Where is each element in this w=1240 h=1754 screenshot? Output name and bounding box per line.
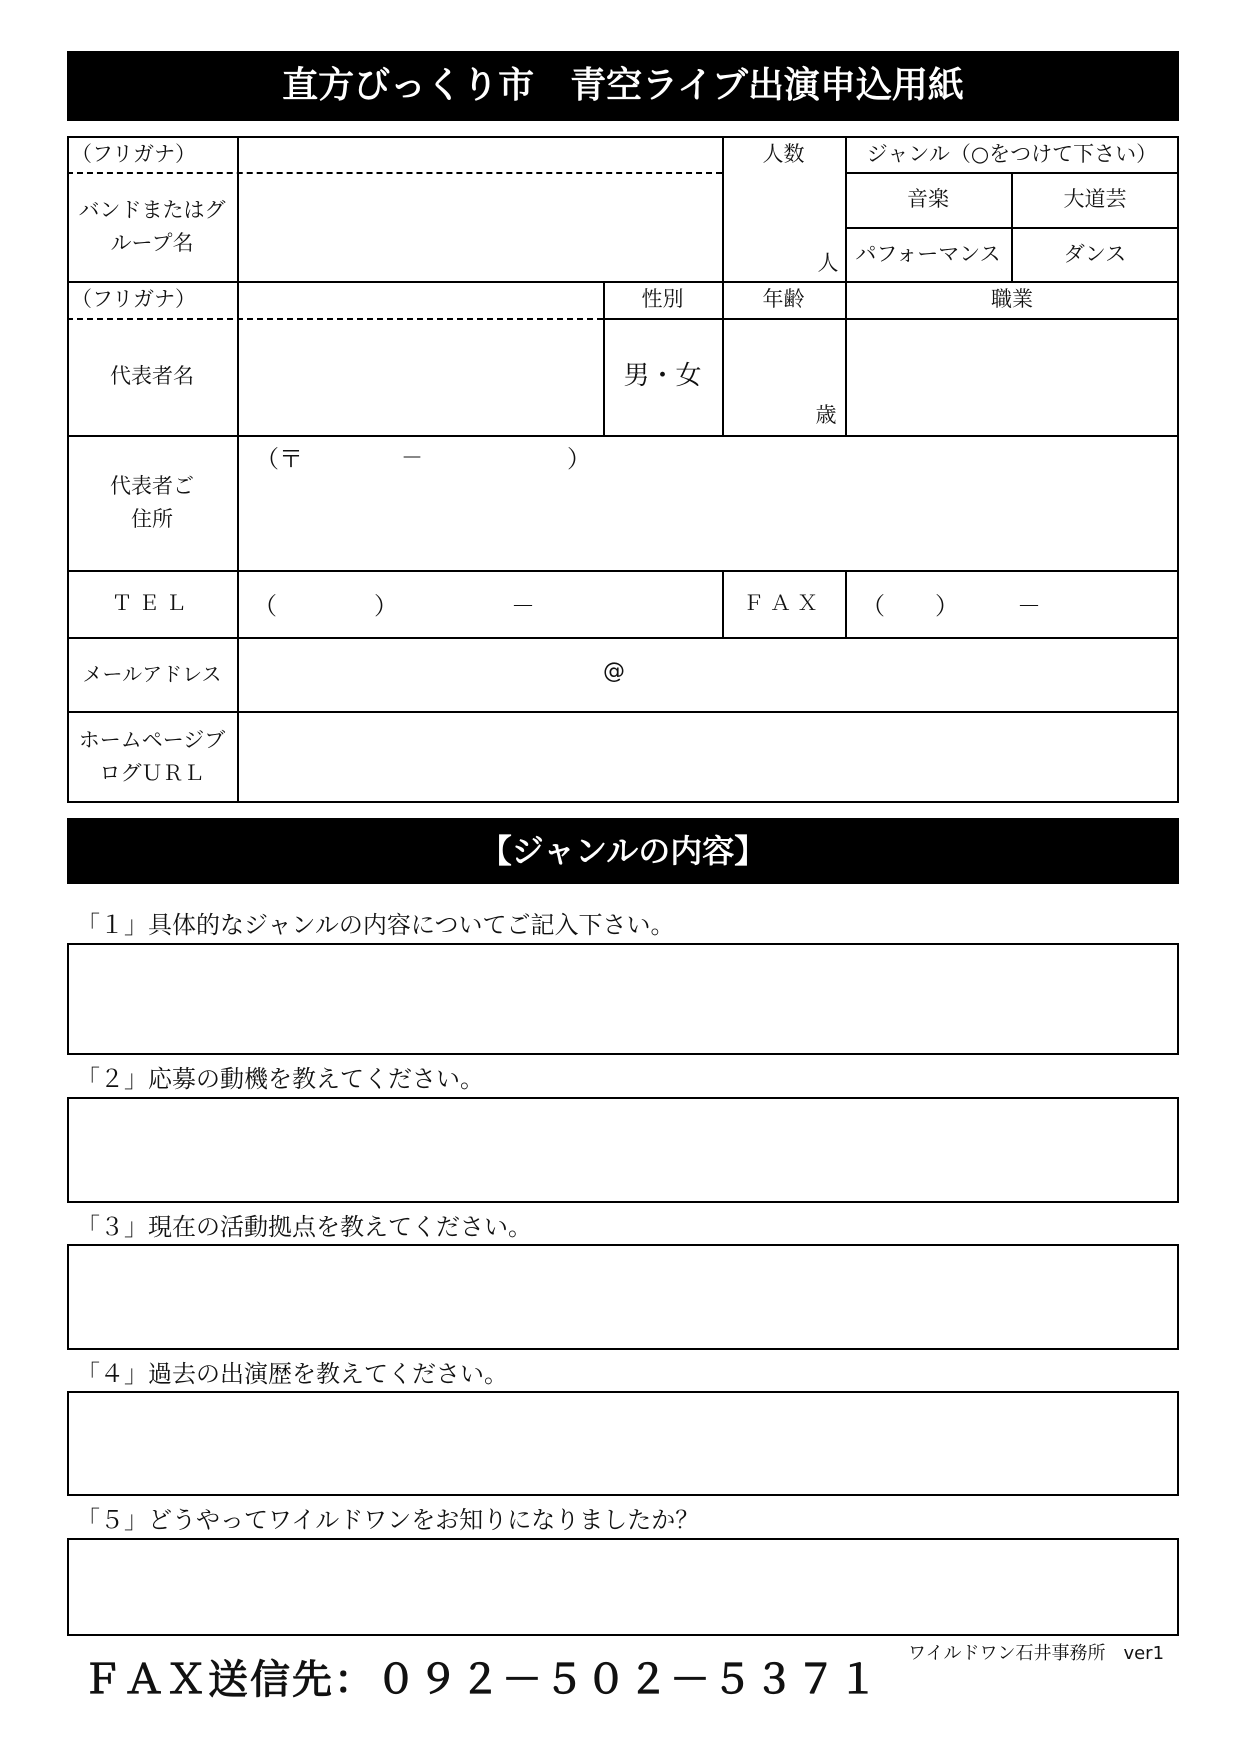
homepage-label: ホームページブログＵＲＬ [78,728,226,785]
question-3: 「３」現在の活動拠点を教えてください。 [76,1213,532,1241]
genre-performance[interactable]: パフォーマンス [855,241,1001,266]
tel-paren-open: （ [253,592,277,620]
postal-open: （〒 [255,445,303,473]
genre-section-title: 【ジャンルの内容】 [479,832,767,870]
fax-label: ＦＡＸ [743,591,824,616]
question-4: 「４」過去の出演歴を教えてください。 [76,1360,508,1388]
genre-music[interactable]: 音楽 [907,187,949,212]
address-field[interactable] [239,437,1179,570]
postal-dash: － [401,446,424,471]
age-label: 年齢 [762,287,805,312]
band-furigana-field[interactable] [239,138,722,172]
band-furigana-label: （フリガナ） [71,141,196,166]
fax-dash: － [1017,592,1041,620]
gender-label: 性別 [641,287,684,312]
question-5: 「５」どうやってワイルドワンをお知りになりましたか？ [76,1506,700,1534]
page-title: 直方びっくり市 青空ライブ出演申込用紙 [282,65,964,106]
answer-1-box[interactable] [67,943,1179,1055]
rep-name-label: 代表者名 [110,364,194,389]
fax-destination: ＦＡＸ送信先：０９２－５０２－５３７１ [82,1657,880,1703]
tel-field[interactable] [239,572,722,637]
band-name-field[interactable] [239,174,722,281]
fax-paren-close: ） [935,592,959,620]
answer-2-box[interactable] [67,1097,1179,1203]
age-unit: 歳 [815,402,837,427]
answer-3-box[interactable] [67,1244,1179,1350]
tel-dash: － [511,592,535,620]
homepage-field[interactable] [239,713,1179,803]
headcount-unit: 人 [817,250,839,275]
email-label: メールアドレス [82,661,222,686]
fax-paren-open: （ [861,592,885,620]
answer-5-box[interactable] [67,1538,1179,1636]
rep-furigana-field[interactable] [239,283,603,318]
genre-section-banner [67,818,1179,884]
title-banner [67,51,1179,121]
question-1: 「１」具体的なジャンルの内容についてご記入下さい。 [76,911,675,939]
genre-street-performance[interactable]: 大道芸 [1063,187,1127,212]
fax-field[interactable] [847,572,1179,637]
at-mark: @ [603,659,625,684]
headcount-label: 人数 [762,141,805,166]
band-name-label: バンドまたはグループ名 [78,197,226,255]
occupation-field[interactable] [847,320,1179,435]
email-field[interactable] [239,639,1179,711]
address-label: 代表者ご住所 [110,473,194,531]
office-credit: ワイルドワン石井事務所 ver1 [908,1643,1165,1664]
question-2: 「２」応募の動機を教えてください。 [76,1065,484,1093]
rep-furigana-label: （フリガナ） [71,287,196,312]
answer-4-box[interactable] [67,1391,1179,1496]
tel-label: ＴＥＬ [111,591,193,616]
rep-name-field[interactable] [239,320,603,435]
gender-options[interactable]: 男・女 [623,361,702,392]
occupation-label: 職業 [991,287,1033,312]
genre-dance[interactable]: ダンス [1063,241,1127,266]
genre-header: ジャンル（○をつけて下さい） [866,141,1158,166]
tel-paren-close: ） [374,592,398,620]
postal-close: ） [567,445,591,473]
